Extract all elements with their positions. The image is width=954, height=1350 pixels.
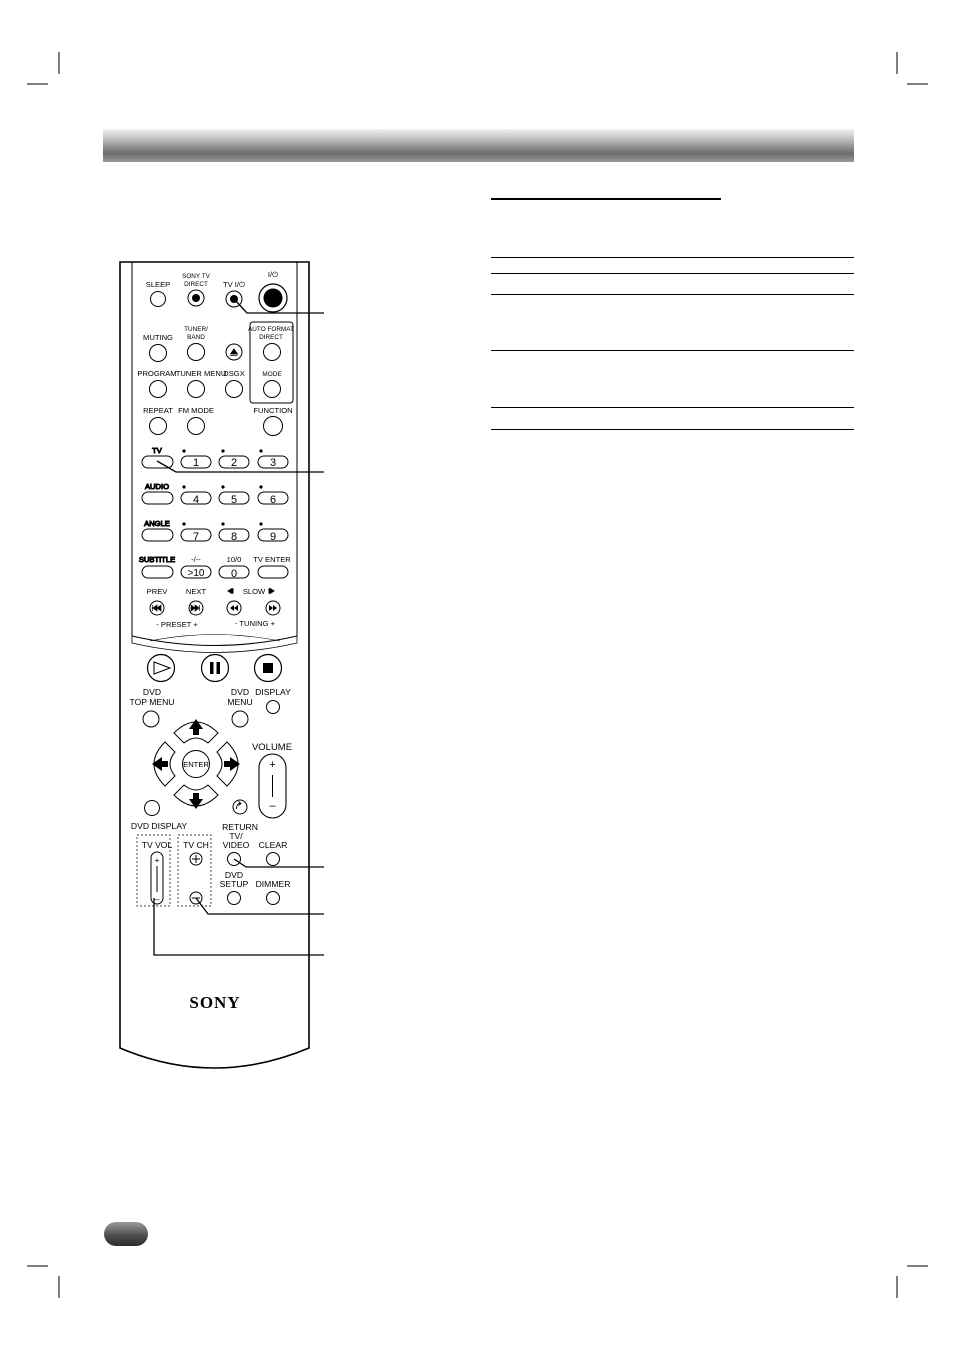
label-slow: SLOW: [242, 587, 266, 596]
label-dvd-menu-1: DVD: [230, 687, 250, 697]
sony-logo: SONY: [189, 993, 241, 1012]
label-mode: MODE: [262, 371, 282, 378]
label-repeat: REPEAT: [143, 406, 173, 415]
repeat-button[interactable]: [150, 418, 167, 435]
label-tv-vol: TV VOL: [141, 840, 173, 850]
label-subtitle: SUBTITLE: [138, 555, 176, 564]
program-button[interactable]: [150, 381, 167, 398]
tuner-menu-button[interactable]: [188, 381, 205, 398]
label-display: DISPLAY: [255, 687, 291, 697]
volume-minus-label: –: [269, 800, 276, 812]
digit-0-label: 0: [230, 568, 238, 580]
label-auto-format-direct: DIRECT: [259, 334, 283, 341]
label-dvd-top-menu-2: TOP MENU: [129, 697, 175, 707]
digit-9-label: 9: [269, 531, 277, 543]
dvd-top-menu-button[interactable]: [143, 711, 159, 727]
digit-1-label: 1: [192, 457, 200, 469]
label-auto-format: AUTO FORMAT: [248, 326, 294, 333]
function-button[interactable]: [264, 417, 283, 436]
muting-button[interactable]: [150, 345, 167, 362]
dvd-setup-button[interactable]: [228, 892, 241, 905]
mode-button[interactable]: [264, 381, 281, 398]
digit-6-label: 6: [269, 494, 277, 506]
label-tv-power: TV I/⏻: [222, 280, 246, 289]
label-tuner-menu: TUNER MENU: [175, 369, 227, 378]
dsgx-button[interactable]: [226, 381, 243, 398]
digit-5-label: 5: [230, 494, 238, 506]
label-dvd-setup-2: SETUP: [219, 879, 249, 889]
label-tv-ch: TV CH: [183, 840, 209, 850]
label-dash: -/--: [191, 555, 201, 564]
label-power: I/⏻: [267, 270, 279, 279]
dvd-display-button[interactable]: [145, 801, 160, 816]
label-tv-video-1: TV/: [229, 831, 243, 841]
angle-button[interactable]: [142, 529, 173, 541]
label-tuner: TUNER/: [184, 326, 208, 333]
label-function: FUNCTION: [253, 406, 293, 415]
greater-than-10-label: >10: [187, 568, 205, 579]
sleep-button[interactable]: [151, 292, 166, 307]
dimmer-button[interactable]: [267, 892, 280, 905]
label-fm-mode: FM MODE: [178, 406, 214, 415]
clear-button[interactable]: [267, 853, 280, 866]
digit-2-label: 2: [230, 457, 238, 469]
label-direct: DIRECT: [184, 281, 208, 288]
label-sleep: SLEEP: [145, 280, 171, 289]
label-preset: - PRESET +: [156, 620, 198, 629]
label-clear: CLEAR: [258, 840, 288, 850]
tuner-band-button[interactable]: [188, 344, 205, 361]
volume-plus-label: +: [269, 759, 276, 771]
label-volume: VOLUME: [251, 742, 293, 753]
audio-button[interactable]: [142, 492, 173, 504]
label-program: PROGRAM: [137, 369, 177, 378]
digit-4-label: 4: [192, 494, 200, 506]
subtitle-button[interactable]: [142, 566, 173, 578]
label-ten-zero: 10/0: [226, 555, 242, 564]
digit-3-label: 3: [269, 457, 277, 469]
label-dsgx: DSGX: [223, 369, 245, 378]
label-dvd-setup-1: DVD: [224, 870, 244, 880]
fm-mode-button[interactable]: [188, 418, 205, 435]
tv-vol-plus-label: +: [154, 855, 160, 865]
auto-format-direct-button[interactable]: [264, 344, 281, 361]
label-enter: ENTER: [183, 760, 209, 769]
label-dvd-menu-2: MENU: [227, 697, 253, 707]
label-dvd-top-menu-1: DVD: [142, 687, 162, 697]
stop-icon: [263, 663, 273, 673]
label-next: NEXT: [185, 587, 207, 596]
label-band: BAND: [187, 334, 205, 341]
label-muting: MUTING: [143, 333, 173, 342]
tv-vol-minus-label: –: [154, 894, 160, 904]
label-return: RETURN: [222, 822, 258, 832]
tv-enter-button[interactable]: [258, 566, 288, 578]
label-dimmer: DIMMER: [255, 879, 291, 889]
label-tv-enter: TV ENTER: [253, 555, 291, 564]
label-audio: AUDIO: [144, 482, 170, 491]
label-angle: ANGLE: [144, 519, 170, 528]
label-dvd-display: DVD DISPLAY: [130, 821, 188, 831]
label-sony-tv: SONY TV: [182, 273, 210, 280]
digit-8-label: 8: [230, 531, 238, 543]
dvd-menu-button[interactable]: [232, 711, 248, 727]
display-button[interactable]: [267, 701, 280, 714]
label-tv: TV: [152, 446, 162, 455]
return-button[interactable]: [233, 800, 247, 814]
label-tv-video-2: VIDEO: [222, 840, 250, 850]
digit-7-label: 7: [192, 531, 200, 543]
pause-button[interactable]: [202, 655, 229, 682]
label-prev: PREV: [146, 587, 168, 596]
label-tuning: - TUNING +: [234, 619, 276, 628]
